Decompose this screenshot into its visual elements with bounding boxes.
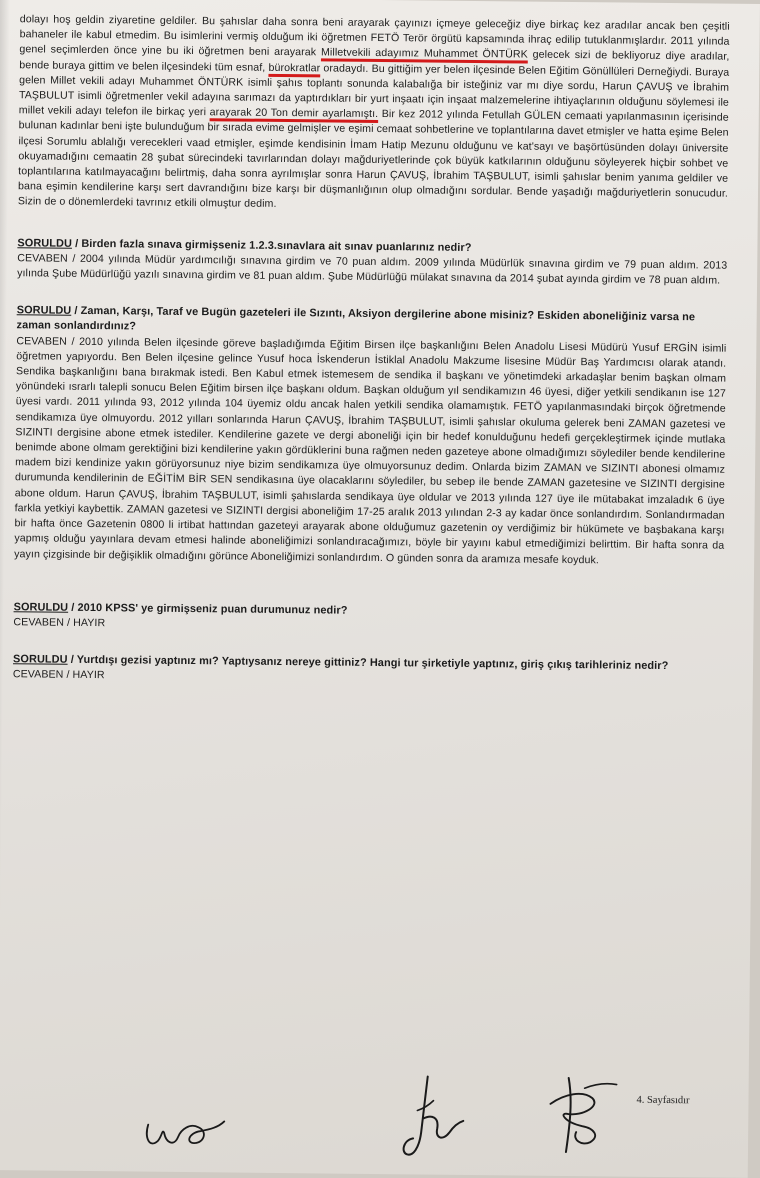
question-block-kpss <box>13 600 723 638</box>
answer: CEVABEN / 2004 yılında Müdür yardımcılığı sınavına girdim ve 70 puan aldım. 2009 yılında Müdürlük sınavına girdim ve 79 puan aldım. 2013 yılında Şube Müdürlüğü yazılı sınavına girdim ve 81 puan aldım. Şube Müdürlüğü mülakat sınavına da 2014 şubat ayında girdim ve 78 puan aldım. <box>17 252 728 287</box>
signature-2 <box>393 1070 474 1166</box>
highlight-candidate-name: Milletvekili adayımız Muhammet ÖNTÜRK <box>320 46 528 61</box>
question-label: SORULDU <box>17 236 73 250</box>
page-edge-shadow <box>0 0 10 1170</box>
question-label: SORULDU <box>16 304 72 318</box>
signature-1 <box>138 1103 229 1159</box>
answer: CEVABEN / 2010 yılında Belen ilçesinde göreve başladığımda Eğitim Birsen ilçe başkanlığını Belen Anadolu Lisesi Müdürü Yusuf ERGİN isimli öğretmen yapıyordu. Ben Belen ilçesine gelince Yusuf hoca İskenderun İstiklal Anadolu Makzume lisesine Müdür Baş Yardımcısı olarak atandı. Sendika başkanlığını bana bırakmak istedi. Ben Kabul etmek istemesem de sendika il başkanı ve yönetimdeki arkadaşlar benim başkan olmam yönündeki ısrarlı talepli sonucu Belen Eğitim birsen ilçe başkanı oldum. Başkan olduğum yıl sendikamızın 46 üyesi, diğer yetkili sendikanın ise 127 üyesi vardı. 2011 yılında 93, 2012 yılında 104 üyemiz oldu ancak halen yetkili sendika olamamıştık. FETÖ yapılanmasındaki birçok öğretmende sendikamıza üye olmuyordu. 2012 yılları sonlarında Harun ÇAVUŞ, İbrahim TAŞBULUT, isimli şahıslar okuluma gelerek beni ZAMAN gazetesi ve SIZINTI dergisine abone etmek istediler. Kendilerine gazete ve dergi aboneliği için bir hedef konulduğunu hedefi gerçekleştirmek içinde mutlaka benimde abone olmam gerektiğini bizi kendilerine yakın gördüklerini buna rağmen neden gazeteye abone olmadığımızı söylediler bende kendilerine madem bizi kendinize yakın görüyorsunuz niye bizim sendikamıza üye olmuyorsunuz dedim. Onlarda bizim ZAMAN ve SIZINTI abonesi olmamız durumunda kendilerinin de EĞİTİM BİR SEN sendikasına üye olacaklarını söylediler, bu sebep ile bende ZAMAN gazetesine ve SIZINTI dergisine abone oldum. Harun ÇAVUŞ, İbrahim TAŞBULUT, isimli şahıslarda sendikaya üye oldular ve 2013 yılında 127 üye ile mütabakat imzaladık 6 üye farkla yetkiyi kaybettik. ZAMAN gazetesi ve SIZINTI dergisi aboneliğim 17-25 aralık 2013 yılından 2-3 ay kadar önce sonlandırdım. Sonlandırmadan bir hafta önce Gazetenin 0800 li irtibat hattından gazeteyi arayarak abone olduğumuz gazetenin oy verdiğimiz bir hükümete ve başbakana karşı yapmış olduğu yayınlara devam etmesi halinde aboneliğimizi sonlandıracağımızı, böyle bir yayını kabul etmediğimizi belirttim. Bir hafta sonra da yayın çizgisinde bir değişiklik olmadığını görünce Aboneliğimizi sonlandırdım. O günden sonra da aramıza mesafe koyduk. <box>14 334 727 566</box>
intro-text-2: gelecek sizi de bekliyoruz diye aradılar, bende buraya gittim ve belen ilçesindeki tüm esnaf, <box>19 48 730 74</box>
question-text: / Yurtdışı gezisi yaptınız mı? Yaptıysanız nereye gittiniz? Hangi tur şirketiyle yaptınız, giriş çıkış tarihleriniz nedir? <box>67 653 669 673</box>
intro-paragraph <box>18 12 730 217</box>
question-label: SORULDU <box>13 653 68 666</box>
question-block-subscriptions <box>14 303 727 569</box>
highlight-iron-tons: arayarak 20 Ton demir ayarlamıştı. <box>209 106 379 121</box>
intro-text-1: dolayı hoş geldin ziyaretine geldiler. Bu şahıslar daha sonra beni arayarak çayınızı içmeye geleceğiz diye birkaç kez aradılar ancak ben çeşitli bahaneler ile kabul etmedim. Bu isimlerini vermiş olduğum iki öğretmen FETÖ Terör örgütü kapsamında ihraç edilip tutuklanmışlardır. 2011 yılında genel seçimlerden önce yine bu iki öğretmen beni arayarak <box>19 13 730 59</box>
question-text: / Zaman, Karşı, Taraf ve Bugün gazeteleri ile Sızıntı, Aksiyon dergilerine abone misiniz? Eskiden aboneliğiniz varsa ne zaman sonlandırdınız? <box>16 305 696 333</box>
highlight-bureaucrats: bürokratlar <box>268 61 321 74</box>
intro-text-3: oradaydı. Bu gittiğim yer belen ilçesinde Belen Eğitim Gönüllüleri Derneğiydi. Buraya gelen Millet vekili adayı Muhammet ÖNTÜRK isimli şahıs toplantı sonunda kalabalığa bir isteğiniz var mı diye sordu, Harun ÇAVUŞ ve İbrahim TAŞBULUT isimli öğretmenler vekil adayına sarımazı da yaptırdıkları bir yurt inşaatı için inşaat malzemelerine ihtiyaçlarının olduğunu söylemesi ile millet vekili adayı telefon ile birkaç yeri <box>18 61 730 119</box>
answer: CEVABEN / HAYIR <box>13 616 106 630</box>
intro-text-4: Bir kez 2012 yılında Fetullah GÜLEN cemaati yapılanmasının içerisinde bulunan kadınlar beni işte bulunduğum bir sırada evime gelmişler ve eşimi cemaat sohbetlerine ve toplantılarına davet etmişler ve hatta eşime Belen ilçesi Sorumlu ablalığı verecekleri vaad etmişler, eşimde kendisinin İmam Hatip Mezunu olduğunu ve kat'sayı ve başörtüsünden dolayı üniversite okuyamadığını cemaatin 28 şubat sürecindeki tavırlarından dolayı mağduriyetlerinde çok büyük katkılarının olduğunu söyleyerek hiçbir sohbet ve toplantılarına katılmayacağını belirtmiş, daha sonra ayrılmışlar sonra Harun ÇAVUŞ, İbrahim TAŞBULUT, isimli şahıslar benim yanıma geldiler ve bana eşimin kendilerine karşı sert davrandığını bize karşı bir düşmanlığının olup olmadığını sordular. Bende yaşadığı mağduriyetlerin sonucudur. Sizin de o dönemlerdeki tavrınız etkili olmuştur dedim. <box>17 108 729 211</box>
question-block-exam-scores <box>17 236 727 289</box>
signature-mark-left <box>0 1081 19 1151</box>
question-block-travel <box>13 652 723 690</box>
question-text: / 2010 KPSS' ye girmişseniz puan durumunuz nedir? <box>68 601 348 617</box>
question-label: SORULDU <box>13 600 69 614</box>
page-number: 4. Sayfasıdır <box>636 1094 690 1107</box>
question-text: / Birden fazla sınava girmişseniz 1.2.3.sınavlara ait sınav puanlarınız nedir? <box>71 237 472 254</box>
signature-3 <box>538 1070 629 1161</box>
document-body <box>13 12 730 690</box>
answer: CEVABEN / HAYIR <box>12 668 105 682</box>
